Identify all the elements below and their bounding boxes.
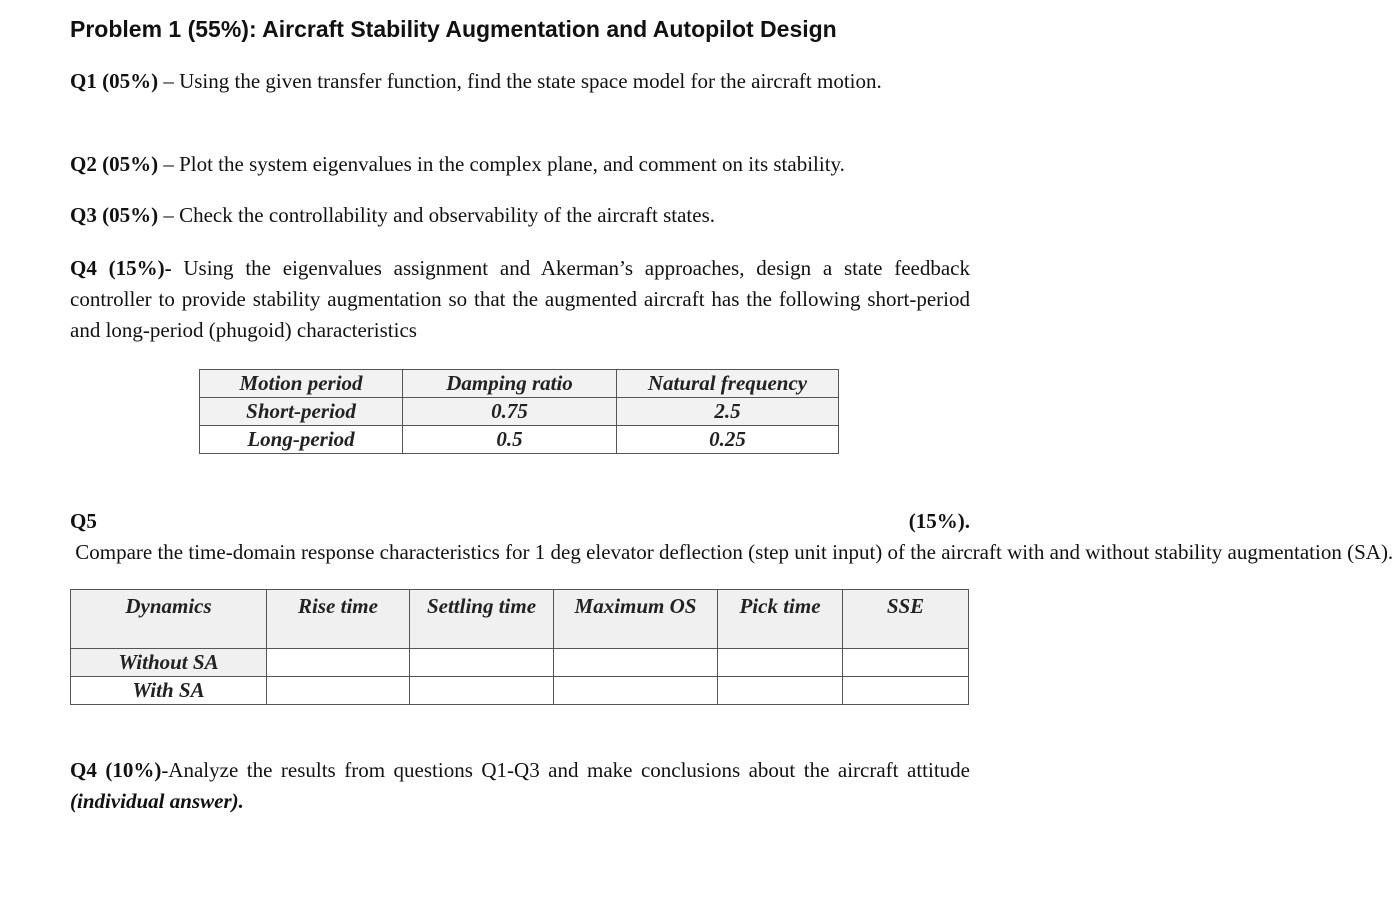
table-cell: 0.5 <box>403 426 617 454</box>
q1-text: – Using the given transfer function, find the state space model for the aircraft motion. <box>158 69 882 93</box>
table-cell: 0.75 <box>403 398 617 426</box>
table-cell <box>267 677 410 705</box>
question-q4-analysis <box>70 755 970 817</box>
table-cell: With SA <box>71 677 267 705</box>
q4b-label: Q4 (10%) <box>70 758 162 782</box>
response-table <box>70 589 969 705</box>
question-q5 <box>70 506 1393 568</box>
table-cell <box>718 649 843 677</box>
table-header-cell: Damping ratio <box>403 370 617 398</box>
table-header-cell: SSE <box>843 590 969 649</box>
table-cell: Long-period <box>200 426 403 454</box>
q4b-emphasis: (individual answer). <box>70 789 244 813</box>
table-cell <box>718 677 843 705</box>
table-header-cell: Natural frequency <box>617 370 839 398</box>
table-cell: 2.5 <box>617 398 839 426</box>
table-cell <box>843 649 969 677</box>
q2-text: – Plot the system eigenvalues in the complex plane, and comment on its stability. <box>158 152 845 176</box>
table-row <box>71 649 969 677</box>
table-cell <box>843 677 969 705</box>
characteristics-table <box>199 369 839 454</box>
q2-label: Q2 (05%) <box>70 152 159 176</box>
table-header-cell: Settling time <box>410 590 554 649</box>
q4a-label: Q4 (15%)- <box>70 256 172 280</box>
q3-text: – Check the controllability and observability of the aircraft states. <box>158 203 715 227</box>
q3-label: Q3 (05%) <box>70 203 159 227</box>
problem-title: Problem 1 (55%): Aircraft Stability Augmentation and Autopilot Design <box>70 16 837 42</box>
table-cell <box>554 677 718 705</box>
table-cell: Without SA <box>71 649 267 677</box>
table-header-cell: Pick time <box>718 590 843 649</box>
table-header-cell: Maximum OS <box>554 590 718 649</box>
q4b-text: -Analyze the results from questions Q1-Q3 and make conclusions about the aircraft attitude <box>161 758 970 782</box>
q5-text: Compare the time-domain response characteristics for 1 deg elevator deflection (step unit input) of the aircraft with and without stability augmentation (SA). <box>70 540 1393 564</box>
table-cell: Short-period <box>200 398 403 426</box>
question-q2 <box>70 149 970 180</box>
q5-label: Q5 (15%). <box>70 509 970 533</box>
table-header-row <box>71 590 969 649</box>
table-row <box>71 677 969 705</box>
table-cell <box>554 649 718 677</box>
table-row <box>200 426 839 454</box>
table-row <box>200 398 839 426</box>
table-header-cell: Dynamics <box>71 590 267 649</box>
q1-label: Q1 (05%) <box>70 69 159 93</box>
table-header-cell: Rise time <box>267 590 410 649</box>
table-cell: 0.25 <box>617 426 839 454</box>
table-header-cell: Motion period <box>200 370 403 398</box>
table-header-row <box>200 370 839 398</box>
table-cell <box>267 649 410 677</box>
question-q3 <box>70 200 970 231</box>
question-q4-design <box>70 253 970 346</box>
table-cell <box>410 649 554 677</box>
q4a-text: Using the eigenvalues assignment and Akerman’s approaches, design a state feedback controller to provide stability augmentation so that the augmented aircraft has the following short-period and long-period (phugoid) characteristics <box>70 256 970 342</box>
table-cell <box>410 677 554 705</box>
question-q1 <box>70 66 970 97</box>
